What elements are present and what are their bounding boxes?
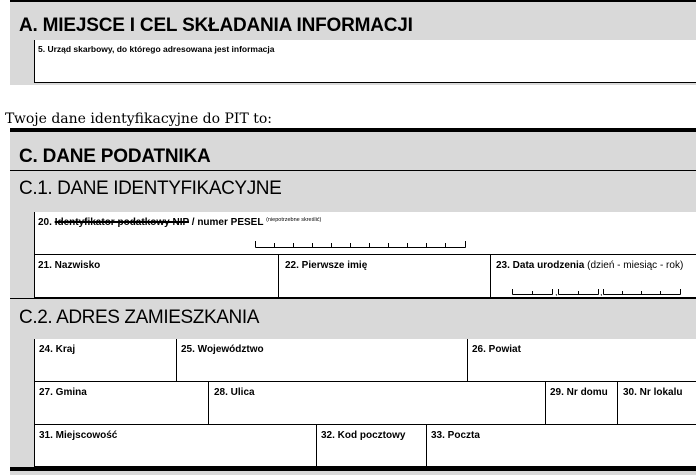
field-20-label bbox=[38, 217, 321, 228]
field-24-label: 24. Kraj bbox=[39, 344, 76, 355]
field-20-struck-nip: Identyfikator podatkowy NIP bbox=[54, 217, 189, 228]
c-title-divider bbox=[10, 170, 696, 171]
field-20-note: (niepotrzebne skreślić) bbox=[266, 217, 322, 223]
field-22-label: 22. Pierwsze imię bbox=[285, 260, 368, 271]
field-30-label: 30. Nr lokalu bbox=[623, 387, 683, 398]
field-20-number: 20. bbox=[38, 217, 52, 228]
field-23-note: (dzień - miesiąc - rok) bbox=[587, 260, 684, 271]
c2-title: C.2. ADRES ZAMIESZKANIA bbox=[19, 307, 259, 328]
section-c-bottom-border bbox=[10, 467, 696, 471]
field-31-label: 31. Miejscowość bbox=[39, 430, 118, 441]
svg-text:,: , bbox=[600, 287, 603, 296]
pesel-digit-boxes bbox=[255, 238, 467, 248]
c2-divider bbox=[10, 298, 696, 299]
field-25-label: 25. Województwo bbox=[181, 344, 264, 355]
field-20-pesel-text: / numer PESEL bbox=[188, 217, 264, 228]
field-23-label-text: 23. Data urodzenia bbox=[496, 260, 585, 271]
field-27-label: 27. Gmina bbox=[39, 387, 87, 398]
section-a-title: A. MIEJSCE I CEL SKŁADANIA INFORMACJI bbox=[19, 15, 413, 36]
birth-date-digit-boxes bbox=[512, 286, 684, 296]
svg-text:,: , bbox=[555, 287, 558, 296]
field-26-label: 26. Powiat bbox=[472, 344, 521, 355]
intro-text: Twoje dane identyfikacyjne do PIT to: bbox=[5, 111, 273, 127]
field-32-label: 32. Kod pocztowy bbox=[321, 430, 406, 441]
section-c-title: C. DANE PODATNIKA bbox=[19, 146, 211, 167]
field-5-label: 5. Urząd skarbowy, do którego adresowana jest informacja bbox=[38, 44, 275, 54]
field-29-label: 29. Nr domu bbox=[550, 387, 608, 398]
field-21-label: 21. Nazwisko bbox=[38, 260, 101, 271]
field-28-label: 28. Ulica bbox=[214, 387, 255, 398]
field-23-label bbox=[496, 260, 683, 271]
section-a-top-line bbox=[10, 0, 696, 2]
c1-title: C.1. DANE IDENTYFIKACYJNE bbox=[19, 178, 282, 199]
field-33-label: 33. Poczta bbox=[431, 430, 480, 441]
field-28-street[interactable] bbox=[208, 382, 545, 425]
